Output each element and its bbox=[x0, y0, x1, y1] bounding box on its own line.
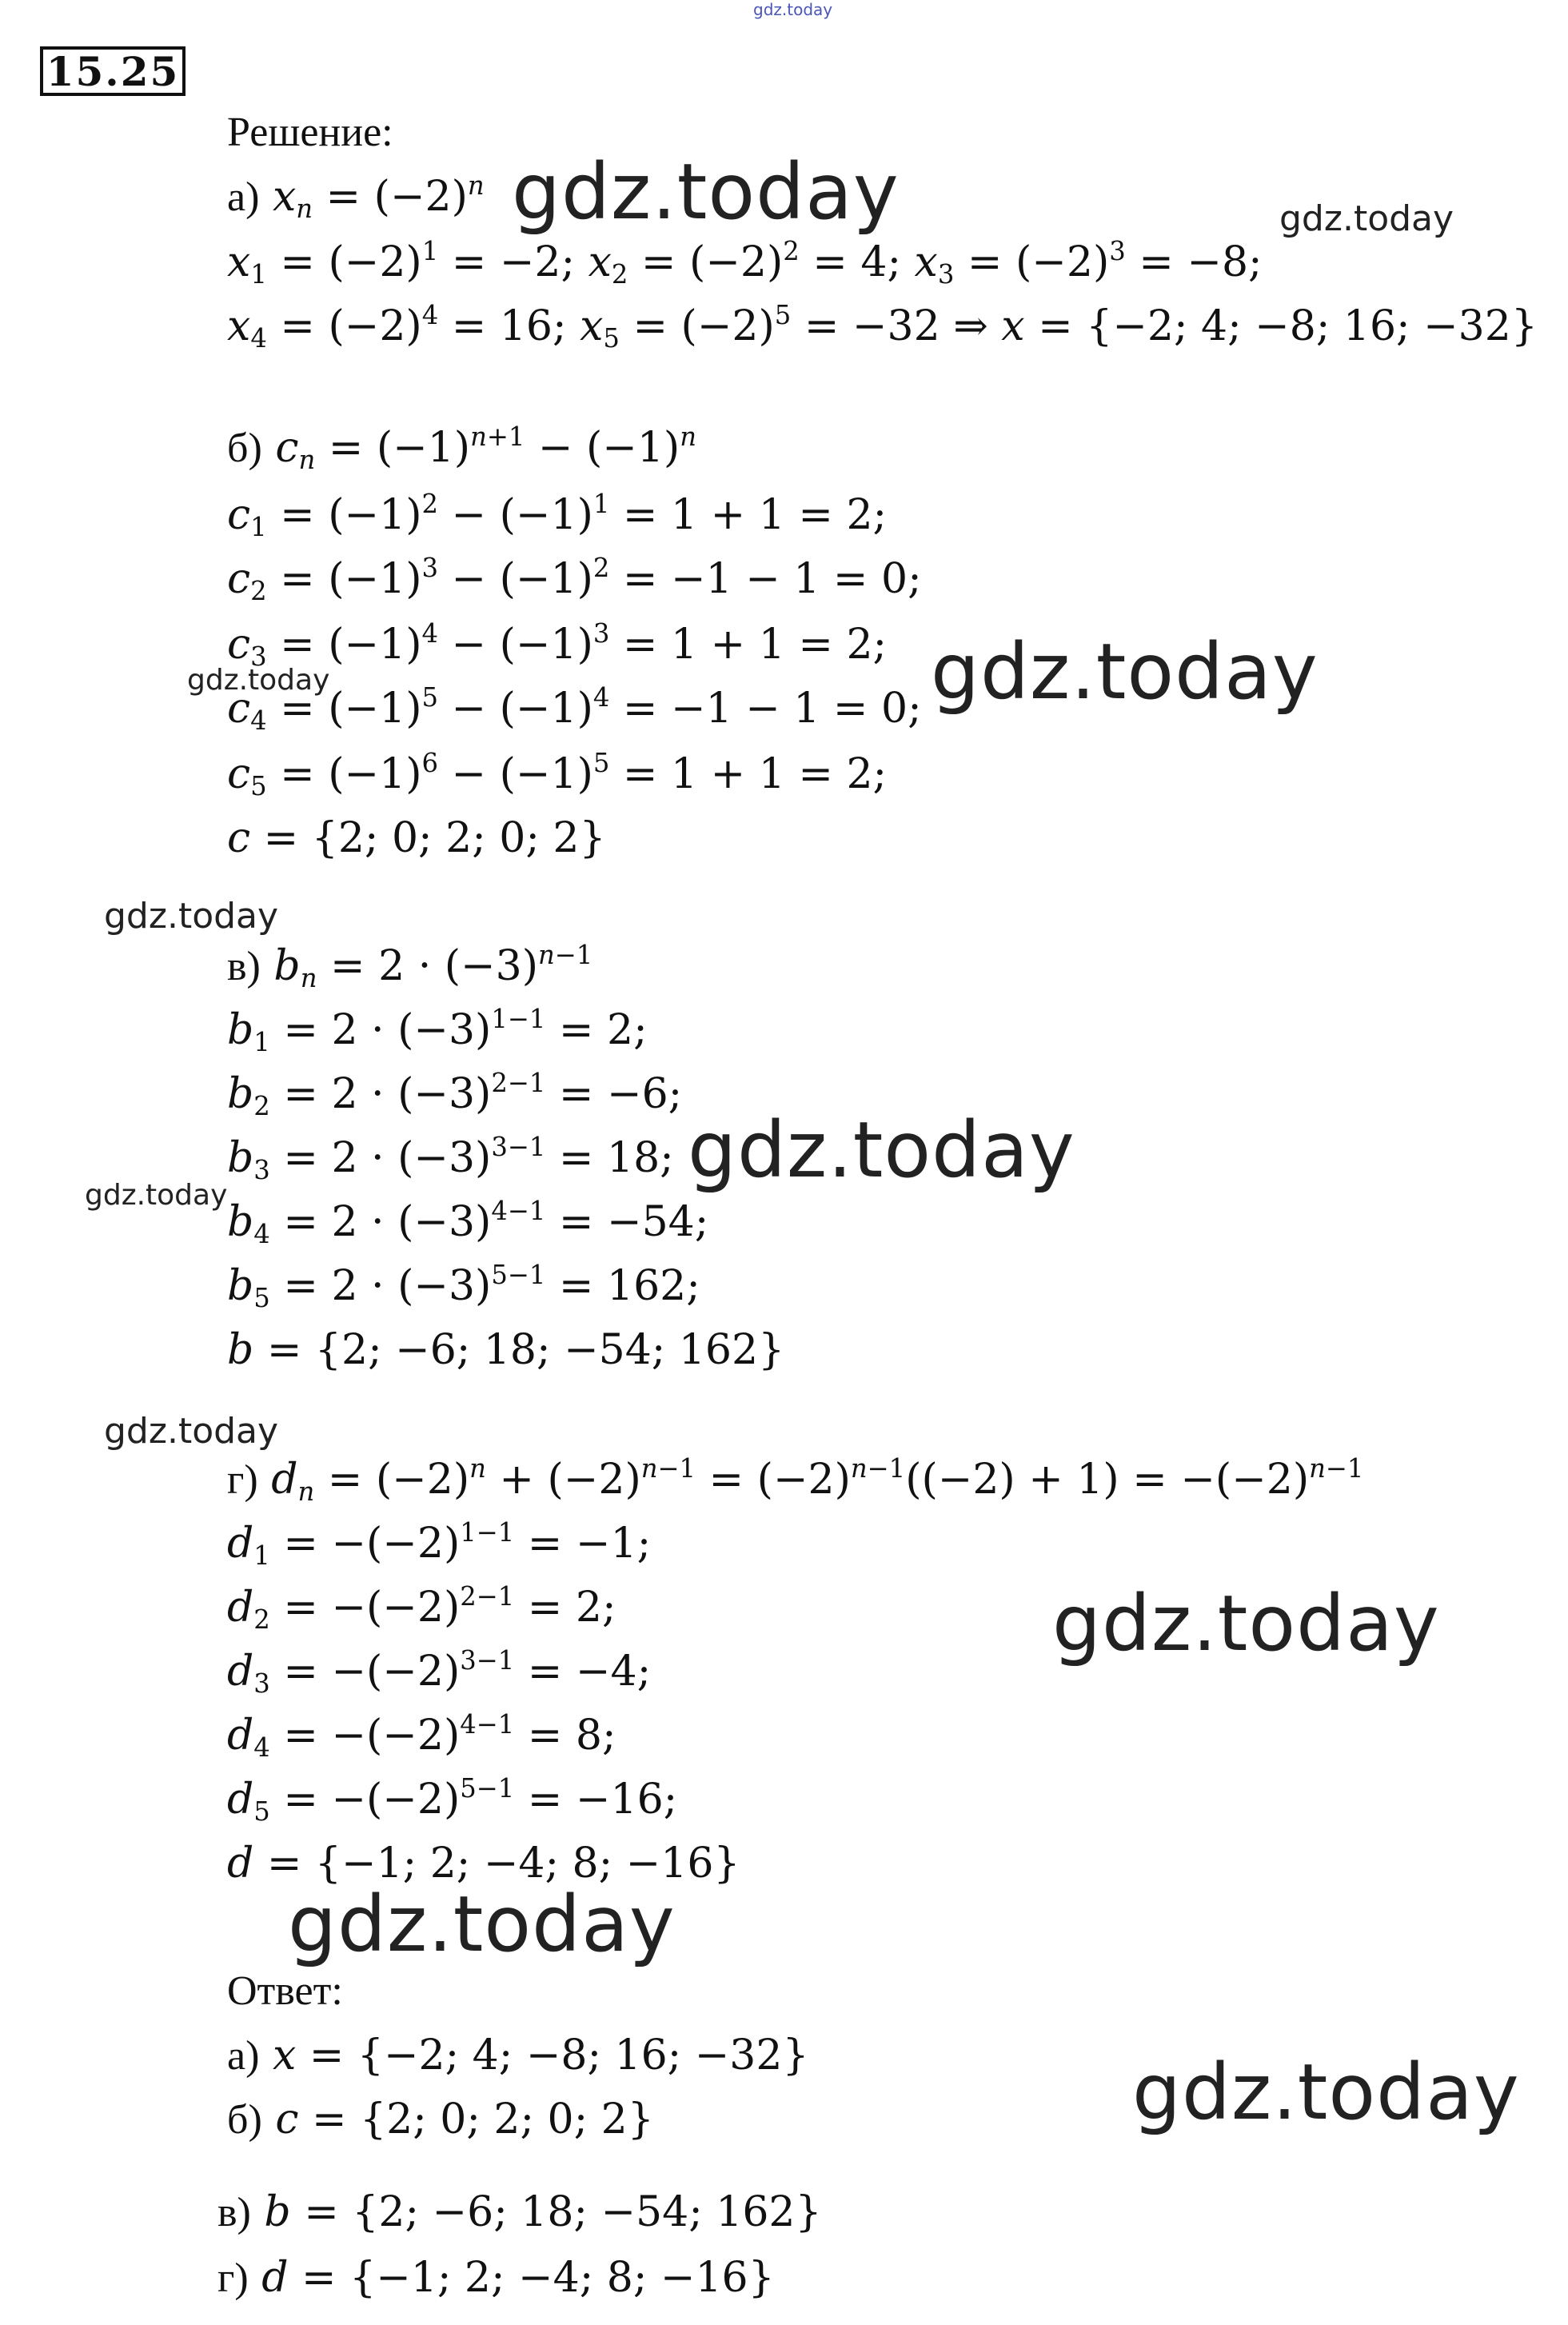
answer-v: в) b = {2; −6; 18; −54; 162} bbox=[217, 2188, 822, 2236]
watermark: gdz.today bbox=[104, 896, 279, 937]
part-g-step-5: $d_5 = -(-2)^{5-1} = -16$; bbox=[227, 1773, 678, 1828]
part-b-step-2: $c_2 = (-1)^3 - (-1)^2 = -1 - 1 = 0$; bbox=[227, 553, 922, 607]
watermark-top: gdz.today bbox=[753, 0, 833, 19]
watermark: gdz.today bbox=[512, 147, 900, 237]
part-a-line1: $x_1 = (-2)^1 = -2$; $x_2 = (-2)^2 = 4$; $x_3 = (-2)^3 = -8$; bbox=[227, 236, 1263, 290]
answer-v-text: b = {2; −6; 18; −54; 162} bbox=[264, 2188, 822, 2236]
answer-b: б) c = {2; 0; 2; 0; 2} bbox=[227, 2095, 654, 2143]
watermark: gdz.today bbox=[187, 664, 330, 697]
answer-a: а) x = {−2; 4; −8; 16; −32} bbox=[227, 2031, 809, 2079]
part-b-result: c = {2; 0; 2; 0; 2} bbox=[227, 814, 606, 862]
part-v-step-3: $b_3 = 2 \cdot (-3)^{3-1} = 18$; bbox=[227, 1132, 674, 1186]
part-g-formula: г) $d_n = (-2)^n + (-2)^{n-1} = (-2)^{n-1}((-2) + 1) = -(-2)^{n-1}$ bbox=[227, 1453, 1364, 1508]
part-v-formula: в) $b_n = 2 \cdot (-3)^{n-1}$ bbox=[227, 940, 593, 994]
part-b-formula-text: $c_n = (-1)^{n+1} - (-1)^n$ bbox=[275, 421, 696, 476]
part-b-step-1: $c_1 = (-1)^2 - (-1)^1 = 1 + 1 = 2$; bbox=[227, 489, 888, 543]
part-b-formula: б) $c_n = (-1)^{n+1} - (-1)^n$ bbox=[227, 421, 696, 476]
problem-number: 15.25 bbox=[40, 46, 186, 96]
part-g-step-3: $d_3 = -(-2)^{3-1} = -4$; bbox=[227, 1645, 652, 1700]
watermark: gdz.today bbox=[85, 1179, 228, 1212]
answer-g-text: d = {−1; 2; −4; 8; −16} bbox=[261, 2254, 775, 2302]
watermark: gdz.today bbox=[1279, 198, 1454, 239]
part-g-step-1: $d_1 = -(-2)^{1-1} = -1$; bbox=[227, 1517, 652, 1572]
watermark: gdz.today bbox=[104, 1411, 279, 1452]
part-v-formula-text: $b_n = 2 \cdot (-3)^{n-1}$ bbox=[273, 940, 593, 994]
part-v-step-1: $b_1 = 2 \cdot (-3)^{1-1} = 2$; bbox=[227, 1004, 648, 1058]
watermark: gdz.today bbox=[688, 1105, 1075, 1195]
solution-label: Решение: bbox=[227, 110, 393, 155]
answer-b-text: c = {2; 0; 2; 0; 2} bbox=[275, 2095, 654, 2143]
part-g-step-2: $d_2 = -(-2)^{2-1} = 2$; bbox=[227, 1581, 616, 1636]
part-v-step-4: $b_4 = 2 \cdot (-3)^{4-1} = -54$; bbox=[227, 1196, 709, 1250]
watermark: gdz.today bbox=[1052, 1579, 1440, 1668]
watermark: gdz.today bbox=[1132, 2047, 1520, 2137]
answer-g: г) d = {−1; 2; −4; 8; −16} bbox=[217, 2254, 775, 2302]
part-a-line2: $x_4 = (-2)^4 = 16$; $x_5 = (-2)^5 = -32$ ⇒ x = {−2; 4; −8; 16; −32} bbox=[227, 300, 1538, 354]
part-g-formula-text: $d_n = (-2)^n + (-2)^{n-1} = (-2)^{n-1}((-2) + 1) = -(-2)^{n-1}$ bbox=[271, 1453, 1364, 1508]
part-a-formula: а) $x_n = (-2)^n$ bbox=[227, 170, 485, 225]
part-b-step-3: $c_3 = (-1)^4 - (-1)^3 = 1 + 1 = 2$; bbox=[227, 618, 888, 673]
answer-label: Ответ: bbox=[227, 1968, 343, 2014]
part-v-result: b = {2; −6; 18; −54; 162} bbox=[227, 1326, 785, 1374]
answer-a-text: x = {−2; 4; −8; 16; −32} bbox=[272, 2031, 809, 2079]
part-g-step-4: $d_4 = -(-2)^{4-1} = 8$; bbox=[227, 1709, 616, 1764]
part-a-formula-text: $x_n = (-2)^n$ bbox=[272, 170, 485, 225]
part-g-result: d = {−1; 2; −4; 8; −16} bbox=[227, 1840, 740, 1888]
watermark: gdz.today bbox=[931, 627, 1319, 717]
part-v-step-2: $b_2 = 2 \cdot (-3)^{2-1} = -6$; bbox=[227, 1068, 683, 1122]
part-b-step-4: $c_4 = (-1)^5 - (-1)^4 = -1 - 1 = 0$; bbox=[227, 682, 922, 737]
part-b-step-5: $c_5 = (-1)^6 - (-1)^5 = 1 + 1 = 2$; bbox=[227, 748, 888, 802]
part-v-step-5: $b_5 = 2 \cdot (-3)^{5-1} = 162$; bbox=[227, 1260, 700, 1314]
watermark: gdz.today bbox=[288, 1880, 676, 1969]
